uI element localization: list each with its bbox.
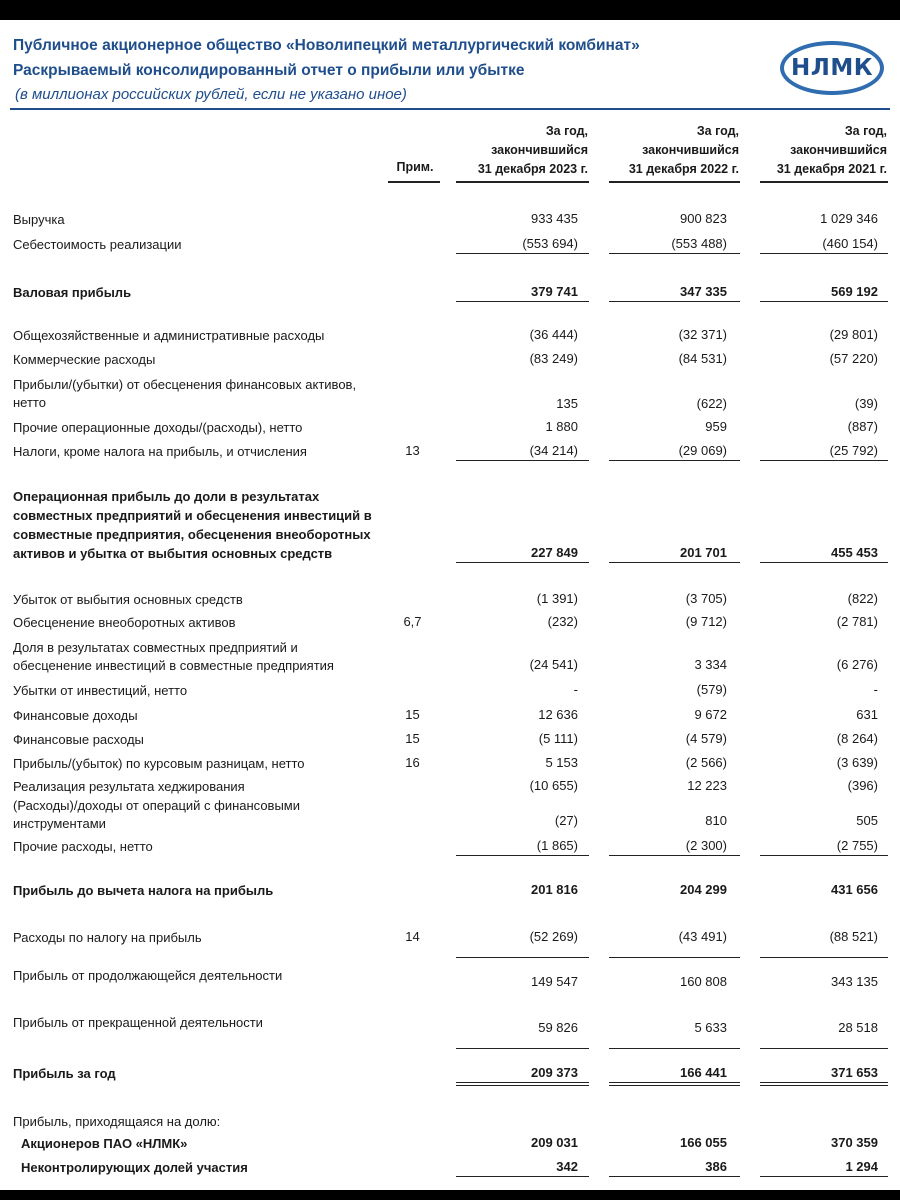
value-2022: 3 334: [694, 657, 727, 672]
report-title: Раскрываемый консолидированный отчет о прибыли или убытке: [13, 62, 525, 79]
note-ref: 16: [405, 755, 420, 770]
value-2023: (83 249): [529, 351, 578, 366]
logo-text: НЛМК: [790, 55, 874, 81]
subtotal-rule: [760, 1176, 888, 1177]
value-2023: 59 826: [538, 1020, 578, 1035]
value-2022: 959: [705, 419, 727, 434]
note-header-rule: [388, 181, 440, 183]
column-header-2023-date: 31 декабря 2023 г.: [477, 162, 588, 176]
row-label: Реализация результата хеджирования: [13, 779, 245, 794]
value-2023: 5 153: [545, 755, 578, 770]
row-label: Выручка: [13, 212, 65, 227]
row-label: Доля в результатах совместных предприятий и: [13, 640, 298, 655]
value-2023: (1 391): [536, 591, 578, 606]
row-label-line3: совместные предприятия, обесценения внеоборотных: [13, 527, 371, 542]
row-label: Обесценение внеоборотных активов: [13, 615, 236, 630]
row-label: Прибыль до вычета налога на прибыль: [13, 883, 274, 898]
value-2023: (5 111): [538, 731, 578, 746]
value-2023: (36 444): [529, 327, 578, 342]
column-header-2022-line2: закончившийся: [642, 143, 739, 157]
value-2023: -: [573, 682, 578, 697]
value-2023: 135: [556, 396, 578, 411]
value-2023: (34 214): [529, 443, 578, 458]
value-2021: 28 518: [838, 1020, 878, 1035]
column-header-2021-line2: закончившийся: [790, 143, 887, 157]
value-2021: 1 294: [845, 1159, 878, 1174]
value-2023: 209 031: [531, 1135, 578, 1150]
value-2022: 12 223: [687, 778, 727, 793]
value-2022: 166 055: [680, 1135, 727, 1150]
value-2021: (8 264): [836, 731, 878, 746]
column-header-2023-line2: закончившийся: [491, 143, 588, 157]
value-2023: 201 816: [531, 882, 578, 897]
value-2023: 933 435: [531, 211, 578, 226]
value-2021: (29 801): [829, 327, 878, 342]
value-2021: 1 029 346: [820, 211, 878, 226]
row-label: Акционеров ПАО «НЛМК»: [21, 1136, 188, 1151]
value-2021: (39): [854, 396, 878, 411]
value-2023: (27): [554, 813, 578, 828]
subtotal-rule: [609, 1176, 740, 1177]
row-label: Убытки от инвестиций, нетто: [13, 683, 188, 698]
subtotal-rule: [456, 855, 589, 856]
value-2021: (2 781): [836, 614, 878, 629]
company-title: Публичное акционерное общество «Новолипецкий металлургический комбинат»: [13, 37, 640, 54]
value-2023: 379 741: [531, 284, 578, 299]
value-2022: 386: [705, 1159, 727, 1174]
row-label-line2: инструментами: [13, 816, 106, 831]
row-label: (Расходы)/доходы от операций с финансовыми: [13, 798, 301, 813]
value-2021: 343 135: [831, 974, 878, 989]
value-2023: (10 655): [529, 778, 578, 793]
double-rule-top: [456, 1082, 589, 1083]
subtotal-rule: [456, 460, 589, 461]
value-2022: 201 701: [680, 545, 727, 560]
value-2022: (32 371): [678, 327, 727, 342]
top-black-bar: [0, 0, 900, 20]
subtotal-rule: [609, 855, 740, 856]
value-2022: 204 299: [680, 882, 727, 897]
row-label: Коммерческие расходы: [13, 352, 156, 367]
subtotal-rule: [760, 855, 888, 856]
row-label: Неконтролирующих долей участия: [21, 1160, 248, 1175]
subtotal-rule: [456, 1048, 589, 1049]
row-label: Операционная прибыль до доли в результатах: [13, 489, 320, 504]
value-2021: (460 154): [822, 236, 878, 251]
note-ref: 14: [405, 929, 420, 944]
value-2023: 227 849: [531, 545, 578, 560]
column-header-2022-line1: За год,: [696, 124, 739, 138]
note-ref: 15: [405, 731, 420, 746]
header-rule-2022: [609, 181, 740, 183]
value-2021: (25 792): [829, 443, 878, 458]
double-rule-bottom: [760, 1085, 888, 1086]
subtotal-rule: [609, 253, 740, 254]
value-2023: (24 541): [529, 657, 578, 672]
subtotal-rule: [609, 301, 740, 302]
row-label: Финансовые доходы: [13, 708, 138, 723]
subtotal-rule: [456, 253, 589, 254]
value-2022: (29 069): [678, 443, 727, 458]
value-2022: (2 566): [685, 755, 727, 770]
row-label: Прочие операционные доходы/(расходы), нетто: [13, 420, 303, 435]
value-2021: (6 276): [836, 657, 878, 672]
row-label: Финансовые расходы: [13, 732, 144, 747]
note-ref: 15: [405, 707, 420, 722]
value-2023: 1 880: [545, 419, 578, 434]
value-2023: (553 694): [522, 236, 578, 251]
value-2021: (57 220): [829, 351, 878, 366]
row-label: Прибыли/(убытки) от обесценения финансовых активов,: [13, 377, 357, 392]
double-rule-bottom: [609, 1085, 740, 1086]
value-2021: 505: [856, 813, 878, 828]
value-2022: (553 488): [671, 236, 727, 251]
value-2022: 810: [705, 813, 727, 828]
units-note: (в миллионах российских рублей, если не указано иное): [15, 86, 407, 103]
value-2022: (9 712): [685, 614, 727, 629]
subtotal-rule: [609, 957, 740, 958]
value-2023: (52 269): [529, 929, 578, 944]
row-label: Убыток от выбытия основных средств: [13, 592, 243, 607]
value-2021: (3 639): [836, 755, 878, 770]
row-label: Расходы по налогу на прибыль: [13, 930, 202, 945]
subtotal-rule: [609, 1048, 740, 1049]
row-label-line2: совместных предприятий и обесценения инвестиций в: [13, 508, 372, 523]
nlmk-logo: [780, 41, 884, 95]
note-ref: 13: [405, 443, 420, 458]
column-header-2023-line1: За год,: [545, 124, 588, 138]
value-2022: 900 823: [680, 211, 727, 226]
subtotal-rule: [760, 253, 888, 254]
value-2021: 569 192: [831, 284, 878, 299]
value-2021: (88 521): [829, 929, 878, 944]
row-label-line2: обесценение инвестиций в совместные предприятия: [13, 658, 334, 673]
value-2022: (84 531): [678, 351, 727, 366]
row-label: Прибыль от продолжающейся деятельности: [13, 968, 283, 983]
header-underline: [10, 108, 890, 110]
value-2021: 455 453: [831, 545, 878, 560]
value-2021: (822): [847, 591, 878, 606]
value-2022: (3 705): [685, 591, 727, 606]
row-label: Себестоимость реализации: [13, 237, 182, 252]
header-rule-2021: [760, 181, 888, 183]
note-column-header: Прим.: [396, 160, 434, 174]
row-label: Прибыль от прекращенной деятельности: [13, 1015, 263, 1030]
value-2021: 370 359: [831, 1135, 878, 1150]
row-label-line4: активов и убытка от выбытия основных средств: [13, 546, 333, 561]
value-2022: 166 441: [680, 1065, 727, 1080]
double-rule-bottom: [456, 1085, 589, 1086]
value-2023: 209 373: [531, 1065, 578, 1080]
subtotal-rule: [456, 1176, 589, 1177]
value-2022: 9 672: [694, 707, 727, 722]
double-rule-top: [760, 1082, 888, 1083]
column-header-2021: [777, 122, 887, 179]
subtotal-rule: [456, 957, 589, 958]
column-header-2022: [629, 122, 739, 179]
value-2022: (4 579): [685, 731, 727, 746]
header-rule-2023: [456, 181, 589, 183]
value-2023: 12 636: [538, 707, 578, 722]
subtotal-rule: [456, 301, 589, 302]
subtotal-rule: [760, 460, 888, 461]
value-2023: 149 547: [531, 974, 578, 989]
value-2021: 631: [856, 707, 878, 722]
row-label: Прибыль/(убыток) по курсовым разницам, нетто: [13, 756, 305, 771]
value-2022: (43 491): [678, 929, 727, 944]
column-header-2021-line1: За год,: [844, 124, 887, 138]
row-label: Налоги, кроме налога на прибыль, и отчисления: [13, 444, 307, 459]
subtotal-rule: [760, 957, 888, 958]
subtotal-rule: [760, 301, 888, 302]
value-2021: 371 653: [831, 1065, 878, 1080]
value-2021: 431 656: [831, 882, 878, 897]
value-2021: (396): [847, 778, 878, 793]
column-header-2023: [478, 122, 588, 179]
subtotal-rule: [609, 562, 740, 563]
row-label: Прочие расходы, нетто: [13, 839, 153, 854]
bottom-black-bar: [0, 1190, 900, 1200]
column-header-2021-date: 31 декабря 2021 г.: [776, 162, 887, 176]
note-ref: 6,7: [403, 614, 422, 629]
subtotal-rule: [609, 460, 740, 461]
double-rule-top: [609, 1082, 740, 1083]
value-2022: (2 300): [685, 838, 727, 853]
value-2021: (2 755): [836, 838, 878, 853]
row-label: Прибыль за год: [13, 1066, 116, 1081]
value-2022: 347 335: [680, 284, 727, 299]
value-2023: (232): [547, 614, 578, 629]
value-2022: 5 633: [694, 1020, 727, 1035]
value-2022: (622): [696, 396, 727, 411]
column-header-2022-date: 31 декабря 2022 г.: [628, 162, 739, 176]
subtotal-rule: [760, 1048, 888, 1049]
value-2023: 342: [556, 1159, 578, 1174]
subtotal-rule: [456, 562, 589, 563]
subtotal-rule: [760, 562, 888, 563]
value-2022: 160 808: [680, 974, 727, 989]
value-2021: (887): [847, 419, 878, 434]
value-2022: (579): [696, 682, 727, 697]
row-label: Прибыль, приходящаяся на долю:: [13, 1114, 221, 1129]
value-2021: -: [873, 682, 878, 697]
row-label: Валовая прибыль: [13, 285, 132, 300]
row-label-line2: нетто: [13, 395, 46, 410]
value-2023: (1 865): [536, 838, 578, 853]
row-label: Общехозяйственные и административные расходы: [13, 328, 325, 343]
